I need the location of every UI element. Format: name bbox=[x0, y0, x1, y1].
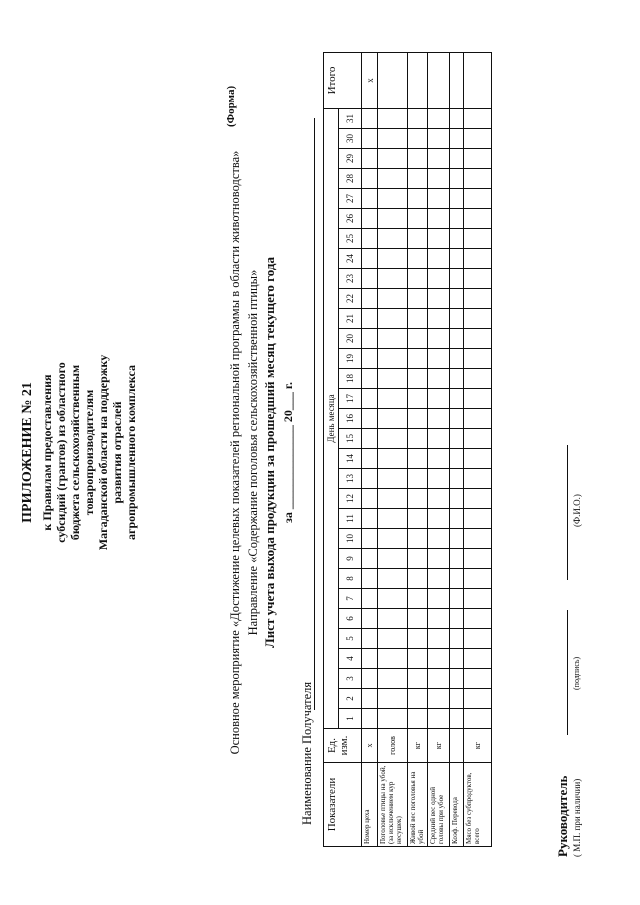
day-value-cell[interactable] bbox=[428, 709, 450, 729]
day-value-cell[interactable] bbox=[362, 409, 378, 429]
day-value-cell[interactable] bbox=[464, 389, 492, 409]
indicator-name: Мясо без субпродуктов, всего bbox=[464, 763, 492, 847]
appendix-line: развития отраслей bbox=[110, 401, 124, 504]
day-value-cell[interactable] bbox=[464, 629, 492, 649]
day-value-cell[interactable] bbox=[428, 349, 450, 369]
day-value-cell[interactable] bbox=[362, 429, 378, 449]
day-value-cell[interactable] bbox=[450, 549, 464, 569]
day-value-cell[interactable] bbox=[464, 529, 492, 549]
day-value-cell[interactable] bbox=[378, 269, 408, 289]
day-value-cell[interactable] bbox=[450, 429, 464, 449]
day-value-cell[interactable] bbox=[408, 209, 428, 229]
day-value-cell[interactable] bbox=[362, 289, 378, 309]
day-number: 14 bbox=[339, 449, 362, 469]
day-number: 27 bbox=[339, 189, 362, 209]
day-value-cell[interactable] bbox=[362, 649, 378, 669]
day-value-cell[interactable] bbox=[450, 389, 464, 409]
table-row bbox=[464, 53, 492, 847]
day-value-cell[interactable] bbox=[362, 169, 378, 189]
day-value-cell[interactable] bbox=[464, 469, 492, 489]
day-number-row bbox=[339, 53, 362, 847]
day-value-cell[interactable] bbox=[378, 669, 408, 689]
day-value-cell[interactable] bbox=[464, 709, 492, 729]
day-value-cell[interactable] bbox=[450, 649, 464, 669]
day-value-cell[interactable] bbox=[450, 589, 464, 609]
day-value-cell[interactable] bbox=[428, 529, 450, 549]
day-value-cell[interactable] bbox=[464, 189, 492, 209]
day-value-cell[interactable] bbox=[450, 689, 464, 709]
day-number: 1 bbox=[339, 709, 362, 729]
day-value-cell[interactable] bbox=[362, 629, 378, 649]
day-value-cell[interactable] bbox=[450, 149, 464, 169]
appendix-line: товаропроизводителям bbox=[82, 389, 96, 516]
day-value-cell[interactable] bbox=[464, 229, 492, 249]
day-value-cell[interactable] bbox=[450, 269, 464, 289]
day-value-cell[interactable] bbox=[362, 189, 378, 209]
day-number: 12 bbox=[339, 489, 362, 509]
recipient-label: Наименование Получателя bbox=[300, 681, 314, 825]
day-value-cell[interactable] bbox=[464, 589, 492, 609]
appendix-line: к Правилам предоставления bbox=[40, 374, 54, 531]
table-row bbox=[378, 53, 408, 847]
day-value-cell[interactable] bbox=[450, 709, 464, 729]
day-number: 4 bbox=[339, 649, 362, 669]
day-value-cell[interactable] bbox=[408, 429, 428, 449]
day-value-cell[interactable] bbox=[428, 669, 450, 689]
day-value-cell[interactable] bbox=[428, 329, 450, 349]
day-value-cell[interactable] bbox=[450, 449, 464, 469]
day-value-cell[interactable] bbox=[362, 489, 378, 509]
form-label: (Форма) bbox=[225, 85, 237, 127]
day-number: 9 bbox=[339, 549, 362, 569]
day-value-cell[interactable] bbox=[408, 149, 428, 169]
day-value-cell[interactable] bbox=[428, 169, 450, 189]
day-value-cell[interactable] bbox=[450, 489, 464, 509]
day-value-cell[interactable] bbox=[464, 249, 492, 269]
day-value-cell[interactable] bbox=[378, 209, 408, 229]
day-value-cell[interactable] bbox=[408, 549, 428, 569]
appendix-line: Магаданской области на поддержку bbox=[96, 354, 110, 551]
day-value-cell[interactable] bbox=[378, 349, 408, 369]
day-value-cell[interactable] bbox=[378, 529, 408, 549]
day-value-cell[interactable] bbox=[378, 109, 408, 129]
day-number: 13 bbox=[339, 469, 362, 489]
day-number: 11 bbox=[339, 509, 362, 529]
table-row bbox=[362, 53, 378, 847]
day-value-cell[interactable] bbox=[428, 149, 450, 169]
day-number: 30 bbox=[339, 129, 362, 149]
day-number: 5 bbox=[339, 629, 362, 649]
day-value-cell[interactable] bbox=[362, 389, 378, 409]
day-value-cell[interactable] bbox=[450, 189, 464, 209]
day-value-cell[interactable] bbox=[450, 229, 464, 249]
fio-line bbox=[567, 445, 568, 580]
day-value-cell[interactable] bbox=[378, 649, 408, 669]
day-value-cell[interactable] bbox=[362, 589, 378, 609]
unit-cell: х bbox=[362, 729, 378, 763]
production-table bbox=[323, 52, 492, 847]
day-value-cell[interactable] bbox=[378, 409, 408, 429]
day-value-cell[interactable] bbox=[428, 109, 450, 129]
day-number: 20 bbox=[339, 329, 362, 349]
day-value-cell[interactable] bbox=[450, 469, 464, 489]
table-row bbox=[450, 53, 464, 847]
day-value-cell[interactable] bbox=[428, 389, 450, 409]
day-value-cell[interactable] bbox=[378, 149, 408, 169]
day-value-cell[interactable] bbox=[378, 489, 408, 509]
day-value-cell[interactable] bbox=[464, 369, 492, 389]
appendix-lines bbox=[40, 0, 138, 905]
recipient-input-line bbox=[314, 118, 315, 710]
table-row bbox=[428, 53, 450, 847]
day-value-cell[interactable] bbox=[362, 369, 378, 389]
day-value-cell[interactable] bbox=[428, 569, 450, 589]
indicator-name: Коэф. Перевода bbox=[450, 763, 464, 847]
day-value-cell[interactable] bbox=[428, 189, 450, 209]
day-value-cell[interactable] bbox=[450, 349, 464, 369]
day-value-cell[interactable] bbox=[362, 669, 378, 689]
day-value-cell[interactable] bbox=[408, 469, 428, 489]
day-value-cell[interactable] bbox=[408, 329, 428, 349]
day-value-cell[interactable] bbox=[408, 349, 428, 369]
day-value-cell[interactable] bbox=[408, 129, 428, 149]
day-value-cell[interactable] bbox=[362, 549, 378, 569]
day-value-cell[interactable] bbox=[378, 329, 408, 349]
day-value-cell[interactable] bbox=[378, 709, 408, 729]
day-value-cell[interactable] bbox=[450, 369, 464, 389]
day-value-cell[interactable] bbox=[378, 289, 408, 309]
day-value-cell[interactable] bbox=[362, 709, 378, 729]
day-value-cell[interactable] bbox=[408, 229, 428, 249]
direction-text: Направление «Содержание поголовья сельскохозяйственной птицы» bbox=[246, 269, 260, 636]
day-value-cell[interactable] bbox=[450, 249, 464, 269]
day-value-cell[interactable] bbox=[408, 289, 428, 309]
unit-cell: кг bbox=[428, 729, 450, 763]
day-number: 7 bbox=[339, 589, 362, 609]
day-value-cell[interactable] bbox=[362, 609, 378, 629]
day-value-cell[interactable] bbox=[428, 489, 450, 509]
day-number: 23 bbox=[339, 269, 362, 289]
day-value-cell[interactable] bbox=[464, 169, 492, 189]
indicator-name: Средний вес одной головы при убое bbox=[428, 763, 450, 847]
day-value-cell[interactable] bbox=[362, 149, 378, 169]
day-value-cell[interactable] bbox=[464, 409, 492, 429]
total-cell[interactable]: х bbox=[362, 53, 378, 109]
day-value-cell[interactable] bbox=[450, 669, 464, 689]
day-value-cell[interactable] bbox=[362, 209, 378, 229]
day-value-cell[interactable] bbox=[378, 629, 408, 649]
day-value-cell[interactable] bbox=[362, 269, 378, 289]
day-value-cell[interactable] bbox=[428, 549, 450, 569]
day-value-cell[interactable] bbox=[408, 309, 428, 329]
total-cell[interactable] bbox=[464, 53, 492, 109]
appendix-line: агропромышленного комплекса bbox=[124, 365, 138, 540]
day-value-cell[interactable] bbox=[450, 289, 464, 309]
total-cell[interactable] bbox=[378, 53, 408, 109]
day-value-cell[interactable] bbox=[450, 209, 464, 229]
day-value-cell[interactable] bbox=[464, 609, 492, 629]
day-value-cell[interactable] bbox=[362, 129, 378, 149]
day-number: 10 bbox=[339, 529, 362, 549]
stamp-note: ( М.П. при наличии) bbox=[572, 778, 582, 857]
day-value-cell[interactable] bbox=[378, 469, 408, 489]
day-value-cell[interactable] bbox=[428, 269, 450, 289]
day-value-cell[interactable] bbox=[428, 309, 450, 329]
day-value-cell[interactable] bbox=[378, 429, 408, 449]
day-value-cell[interactable] bbox=[408, 709, 428, 729]
unit-cell bbox=[450, 729, 464, 763]
day-value-cell[interactable] bbox=[428, 649, 450, 669]
day-value-cell[interactable] bbox=[362, 509, 378, 529]
day-value-cell[interactable] bbox=[362, 349, 378, 369]
day-value-cell[interactable] bbox=[428, 689, 450, 709]
day-number: 8 bbox=[339, 569, 362, 589]
day-value-cell[interactable] bbox=[464, 329, 492, 349]
day-value-cell[interactable] bbox=[378, 589, 408, 609]
day-value-cell[interactable] bbox=[362, 309, 378, 329]
period-line: за ______________ 20___ г. bbox=[281, 382, 295, 523]
day-value-cell[interactable] bbox=[408, 649, 428, 669]
day-value-cell[interactable] bbox=[408, 169, 428, 189]
day-value-cell[interactable] bbox=[464, 209, 492, 229]
day-value-cell[interactable] bbox=[464, 269, 492, 289]
day-value-cell[interactable] bbox=[428, 289, 450, 309]
appendix-title: ПРИЛОЖЕНИЕ № 21 bbox=[20, 382, 35, 523]
day-value-cell[interactable] bbox=[464, 349, 492, 369]
day-value-cell[interactable] bbox=[428, 629, 450, 649]
day-number: 6 bbox=[339, 609, 362, 629]
day-value-cell[interactable] bbox=[378, 169, 408, 189]
day-value-cell[interactable] bbox=[408, 369, 428, 389]
day-value-cell[interactable] bbox=[408, 609, 428, 629]
day-value-cell[interactable] bbox=[464, 109, 492, 129]
day-number: 17 bbox=[339, 389, 362, 409]
day-value-cell[interactable] bbox=[428, 509, 450, 529]
day-value-cell[interactable] bbox=[464, 449, 492, 469]
total-cell[interactable] bbox=[408, 53, 428, 109]
day-value-cell[interactable] bbox=[362, 469, 378, 489]
day-value-cell[interactable] bbox=[464, 149, 492, 169]
day-value-cell[interactable] bbox=[464, 489, 492, 509]
fio-note: (Ф.И.О.) bbox=[572, 494, 582, 527]
day-value-cell[interactable] bbox=[408, 189, 428, 209]
day-value-cell[interactable] bbox=[428, 129, 450, 149]
day-value-cell[interactable] bbox=[450, 509, 464, 529]
unit-header: Ед. изм. bbox=[324, 729, 362, 763]
day-value-cell[interactable] bbox=[378, 309, 408, 329]
day-value-cell[interactable] bbox=[464, 569, 492, 589]
day-value-cell[interactable] bbox=[428, 469, 450, 489]
manager-label: Руководитель bbox=[555, 775, 570, 857]
day-value-cell[interactable] bbox=[428, 209, 450, 229]
day-value-cell[interactable] bbox=[362, 569, 378, 589]
day-value-cell[interactable] bbox=[450, 629, 464, 649]
day-number: 19 bbox=[339, 349, 362, 369]
day-number: 25 bbox=[339, 229, 362, 249]
day-number: 2 bbox=[339, 689, 362, 709]
days-header: День месяца bbox=[324, 109, 339, 729]
day-number: 3 bbox=[339, 669, 362, 689]
day-value-cell[interactable] bbox=[378, 449, 408, 469]
day-value-cell[interactable] bbox=[408, 689, 428, 709]
day-value-cell[interactable] bbox=[464, 549, 492, 569]
day-value-cell[interactable] bbox=[428, 449, 450, 469]
day-value-cell[interactable] bbox=[362, 689, 378, 709]
day-value-cell[interactable] bbox=[378, 229, 408, 249]
unit-cell: кг bbox=[464, 729, 492, 763]
day-value-cell[interactable] bbox=[408, 389, 428, 409]
indicator-name: Живой вес поголовья на убой bbox=[408, 763, 428, 847]
table-row bbox=[408, 53, 428, 847]
day-value-cell[interactable] bbox=[428, 369, 450, 389]
day-value-cell[interactable] bbox=[408, 589, 428, 609]
day-value-cell[interactable] bbox=[378, 569, 408, 589]
day-value-cell[interactable] bbox=[450, 569, 464, 589]
unit-cell: кг bbox=[408, 729, 428, 763]
sheet-title: Лист учета выхода продукции за прошедший месяц текущего года bbox=[262, 257, 277, 648]
day-value-cell[interactable] bbox=[408, 569, 428, 589]
day-value-cell[interactable] bbox=[408, 529, 428, 549]
indicators-header: Показатели bbox=[324, 763, 362, 847]
day-value-cell[interactable] bbox=[408, 249, 428, 269]
day-number: 16 bbox=[339, 409, 362, 429]
day-value-cell[interactable] bbox=[450, 129, 464, 149]
day-value-cell[interactable] bbox=[408, 509, 428, 529]
day-value-cell[interactable] bbox=[464, 649, 492, 669]
day-value-cell[interactable] bbox=[464, 509, 492, 529]
total-cell[interactable] bbox=[428, 53, 450, 109]
day-value-cell[interactable] bbox=[378, 249, 408, 269]
day-value-cell[interactable] bbox=[362, 529, 378, 549]
day-value-cell[interactable] bbox=[450, 329, 464, 349]
day-value-cell[interactable] bbox=[428, 589, 450, 609]
day-value-cell[interactable] bbox=[378, 609, 408, 629]
signature-line bbox=[567, 610, 568, 735]
day-number: 29 bbox=[339, 149, 362, 169]
day-value-cell[interactable] bbox=[428, 429, 450, 449]
unit-cell: голов bbox=[378, 729, 408, 763]
day-value-cell[interactable] bbox=[378, 509, 408, 529]
day-value-cell[interactable] bbox=[450, 309, 464, 329]
day-value-cell[interactable] bbox=[408, 269, 428, 289]
day-number: 26 bbox=[339, 209, 362, 229]
day-value-cell[interactable] bbox=[408, 449, 428, 469]
day-value-cell[interactable] bbox=[378, 389, 408, 409]
day-value-cell[interactable] bbox=[362, 329, 378, 349]
day-value-cell[interactable] bbox=[428, 609, 450, 629]
day-value-cell[interactable] bbox=[362, 249, 378, 269]
day-value-cell[interactable] bbox=[362, 449, 378, 469]
day-number: 22 bbox=[339, 289, 362, 309]
day-value-cell[interactable] bbox=[408, 409, 428, 429]
day-number: 24 bbox=[339, 249, 362, 269]
day-value-cell[interactable] bbox=[428, 249, 450, 269]
day-value-cell[interactable] bbox=[428, 409, 450, 429]
indicator-name: Номер цеха bbox=[362, 763, 378, 847]
day-value-cell[interactable] bbox=[378, 369, 408, 389]
appendix-line: бюджета сельскохозяйственным bbox=[68, 364, 82, 541]
day-value-cell[interactable] bbox=[450, 109, 464, 129]
day-value-cell[interactable] bbox=[464, 429, 492, 449]
day-value-cell[interactable] bbox=[450, 609, 464, 629]
day-value-cell[interactable] bbox=[408, 669, 428, 689]
day-number: 18 bbox=[339, 369, 362, 389]
day-value-cell[interactable] bbox=[378, 689, 408, 709]
day-value-cell[interactable] bbox=[408, 629, 428, 649]
appendix-line: субсидий (грантов) из областного bbox=[54, 362, 68, 543]
indicator-name: Поголовье птицы на убой, (за исключением кур несушек) bbox=[378, 763, 408, 847]
signature-note: (подпись) bbox=[572, 656, 581, 690]
day-value-cell[interactable] bbox=[464, 289, 492, 309]
day-number: 15 bbox=[339, 429, 362, 449]
day-value-cell[interactable] bbox=[428, 229, 450, 249]
day-value-cell[interactable] bbox=[450, 409, 464, 429]
day-number: 21 bbox=[339, 309, 362, 329]
day-number: 31 bbox=[339, 109, 362, 129]
day-value-cell[interactable] bbox=[362, 229, 378, 249]
day-value-cell[interactable] bbox=[464, 669, 492, 689]
day-value-cell[interactable] bbox=[464, 689, 492, 709]
day-value-cell[interactable] bbox=[408, 489, 428, 509]
day-value-cell[interactable] bbox=[408, 109, 428, 129]
main-event-text: Основное мероприятие «Достижение целевых показателей региональной программы в области животноводства» bbox=[228, 150, 242, 755]
day-value-cell[interactable] bbox=[378, 189, 408, 209]
day-value-cell[interactable] bbox=[450, 169, 464, 189]
day-value-cell[interactable] bbox=[362, 109, 378, 129]
day-value-cell[interactable] bbox=[464, 309, 492, 329]
total-header: Итого bbox=[324, 53, 362, 109]
day-value-cell[interactable] bbox=[378, 129, 408, 149]
day-value-cell[interactable] bbox=[450, 529, 464, 549]
day-number: 28 bbox=[339, 169, 362, 189]
day-value-cell[interactable] bbox=[378, 549, 408, 569]
day-value-cell[interactable] bbox=[464, 129, 492, 149]
total-cell[interactable] bbox=[450, 53, 464, 109]
